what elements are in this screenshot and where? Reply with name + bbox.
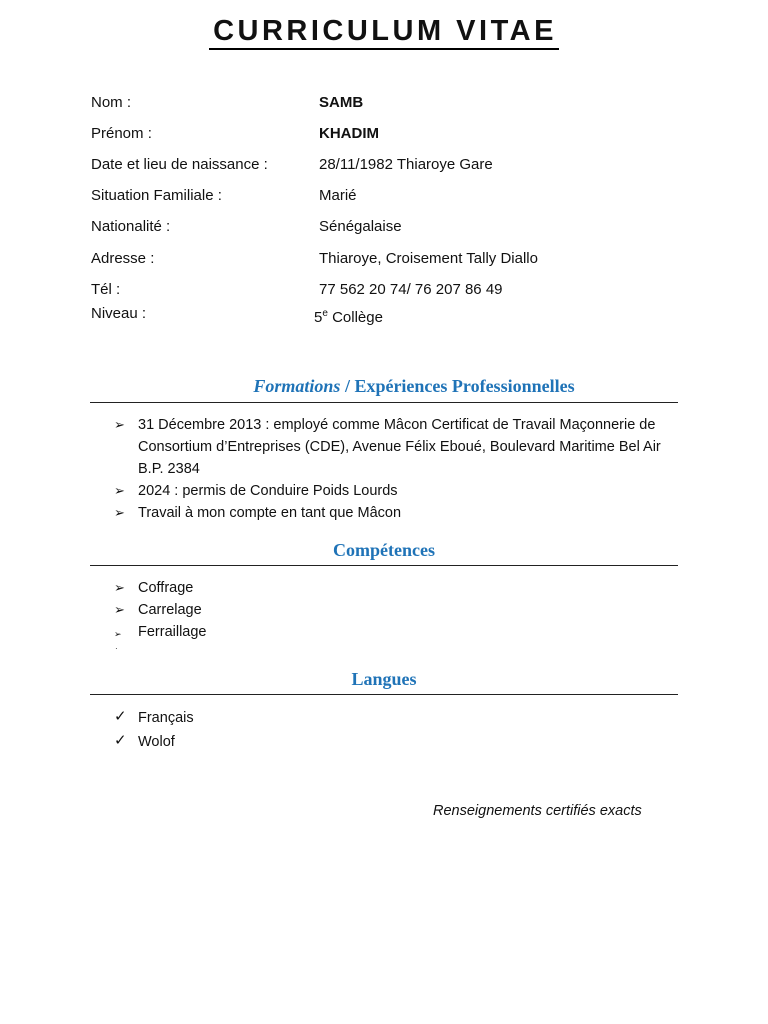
info-label: Nationalité :: [91, 218, 171, 235]
section-divider: [90, 402, 678, 403]
list-item-text: 2024 : permis de Conduire Poids Lourds: [138, 483, 398, 499]
info-value: SAMB: [319, 94, 364, 111]
section-divider: [90, 694, 678, 695]
section-title-langues: Langues: [351, 669, 417, 689]
niveau-text: Collège: [327, 309, 383, 326]
info-value: 28/11/1982 Thiaroye Gare: [319, 156, 493, 173]
certification-note: Renseignements certifiés exacts: [433, 803, 642, 819]
list-item: [114, 414, 684, 480]
section-divider: [90, 565, 678, 566]
list-item: [114, 480, 684, 502]
arrow-bullet-icon: ➢: [114, 417, 125, 432]
info-label: Tél :: [91, 281, 121, 298]
list-item-text: Carrelage: [138, 602, 202, 618]
niveau-number: 5: [314, 309, 323, 326]
info-value: KHADIM: [319, 125, 379, 142]
arrow-bullet-icon: ➢: [114, 505, 125, 520]
cv-title-wrap: [0, 14, 768, 50]
list-item: [114, 621, 694, 643]
info-label: Date et lieu de naissance :: [91, 156, 268, 173]
list-item-text: Français: [138, 710, 194, 726]
check-icon: ✓: [114, 708, 127, 725]
info-label: Nom :: [91, 94, 132, 111]
arrow-bullet-icon: ➢: [114, 580, 125, 595]
list-item: [114, 730, 694, 754]
info-label: Prénom :: [91, 125, 152, 142]
info-label: Niveau :: [91, 305, 147, 322]
list-item-text: Travail à mon compte en tant que Mâcon: [138, 505, 402, 521]
info-label: Situation Familiale :: [91, 187, 222, 204]
arrow-bullet-icon: ➢: [114, 602, 125, 617]
formations-list: [114, 414, 684, 524]
list-item-text: Coffrage: [138, 580, 194, 596]
info-value: Thiaroye, Croisement Tally Diallo: [319, 250, 538, 267]
list-item: [114, 577, 694, 599]
arrow-bullet-icon: ➢: [114, 483, 125, 498]
list-item-text: Ferraillage: [138, 624, 207, 640]
list-item: [114, 502, 684, 524]
arrow-bullet-icon: ➢: [114, 629, 122, 639]
document-title: CURRICULUM VITAE: [209, 14, 559, 50]
info-value: 77 562 20 74/ 76 207 86 49: [319, 281, 503, 298]
langues-list: [114, 706, 694, 754]
section-title-rest: / Expériences Professionnelles: [340, 376, 575, 396]
list-item-text: 31 Décembre 2013 : employé comme Mâcon Certificat de Travail Maçonnerie de Consortium d’Entreprises (CDE), Avenue Félix Eboué, Boulevard Maritime Bel Air B.P. 2384: [138, 417, 661, 477]
niveau-superscript: e: [322, 308, 328, 319]
list-item: [114, 706, 694, 730]
info-value: Sénégalaise: [319, 218, 402, 235]
trailing-mark: ·: [115, 644, 118, 653]
info-value: Marié: [319, 187, 357, 204]
section-title-competences: Compétences: [333, 540, 435, 560]
info-label: Adresse :: [91, 250, 155, 267]
list-item-text: Wolof: [138, 734, 175, 750]
section-title-italic: Formations: [253, 376, 341, 396]
check-icon: ✓: [114, 732, 127, 749]
info-value: [314, 304, 383, 328]
section-title-formations: [30, 375, 768, 397]
list-item: [114, 599, 694, 621]
competences-list: [114, 577, 694, 643]
